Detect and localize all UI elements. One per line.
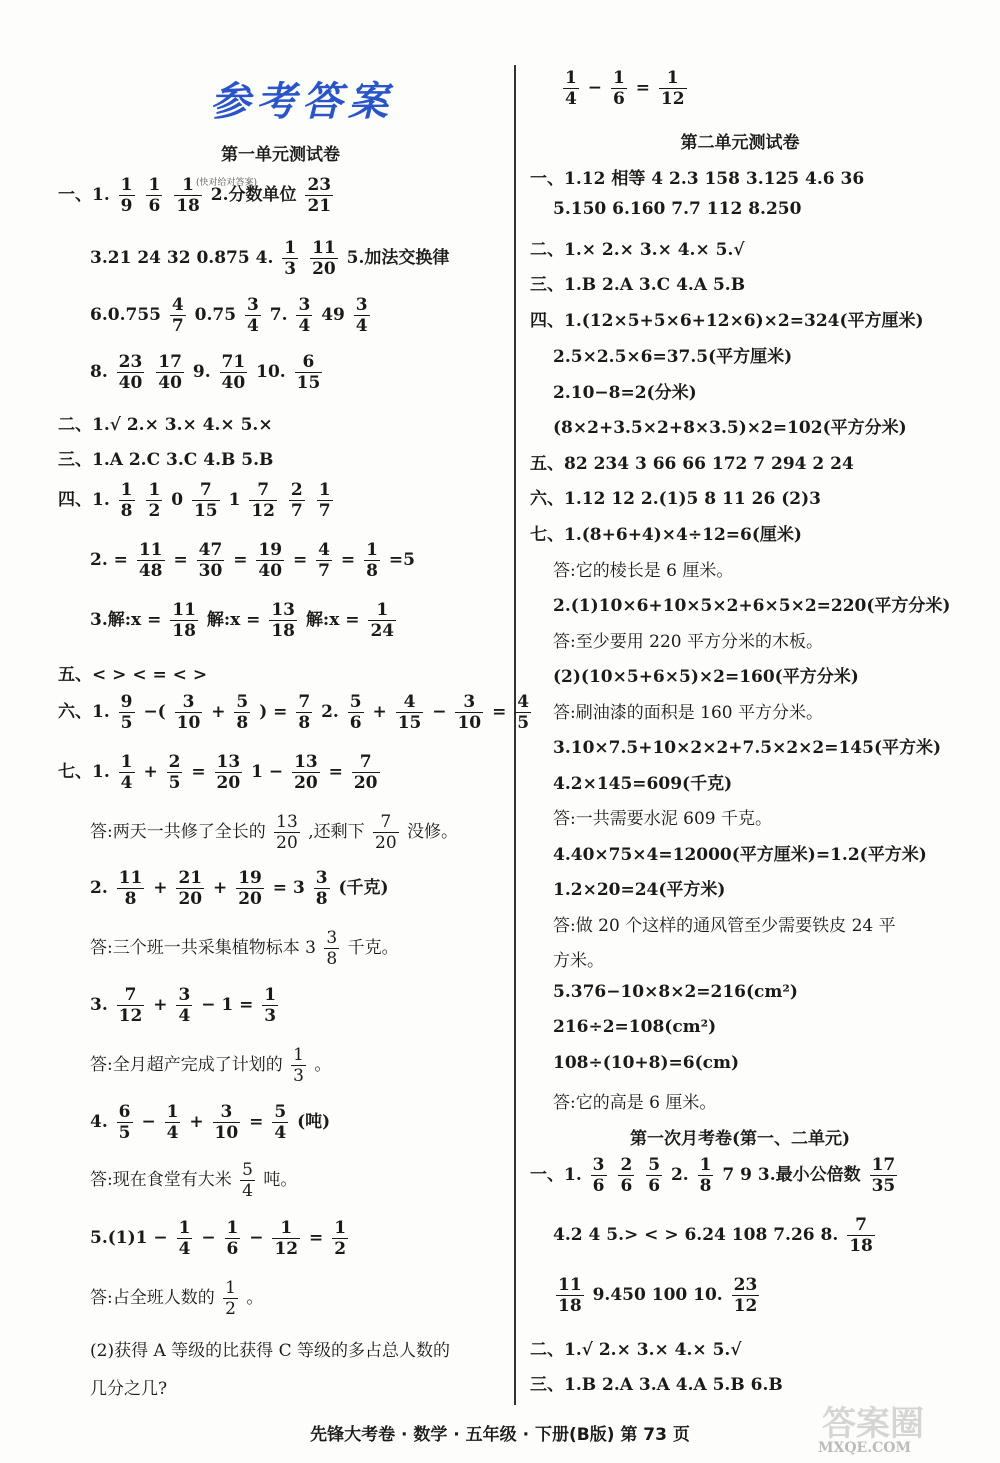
answer-line: 5.376−10×8×2=216(cm²) xyxy=(553,982,798,1002)
answer-line: 一、1. $\frac{3}{6}$ $\frac{2}{6}$ $\frac{5}{6}$ 2. $\frac{1}{8}$ 7 9 3.最小公倍数 $\frac{17}{35}$ xyxy=(530,1155,896,1196)
answer-line: 答:一共需要水泥 609 千克。 xyxy=(553,809,772,829)
answer-line: 答:占全班人数的 $\frac{1}{2}$ 。 xyxy=(90,1278,264,1319)
answer-line: 4. $\frac{6}{5}$ − $\frac{1}{4}$ + $\frac{3}{10}$ = $\frac{5}{4}$ (吨) xyxy=(90,1102,331,1143)
answer-line: 三、1.A 2.C 3.C 4.B 5.B xyxy=(58,450,274,470)
answer-line: 四、1. $\frac{1}{8}$ $\frac{1}{2}$ 0 $\frac{7}{15}$ 1 $\frac{7}{12}$ $\frac{2}{7}$ $\frac{1}{7}$ xyxy=(58,480,331,521)
answer-line: (8×2+3.5×2+8×3.5)×2=102(平方分米) xyxy=(553,418,907,438)
answer-line: 2.10−8=2(分米) xyxy=(553,383,697,403)
answer-line: 3.10×7.5+10×2×2+7.5×2×2=145(平方米) xyxy=(553,738,942,758)
page-footer: 先锋大考卷 · 数学 · 五年级 · 下册(B版) 第 73 页 xyxy=(310,1425,690,1445)
answer-line: 5.150 6.160 7.7 112 8.250 xyxy=(553,199,802,219)
answer-line: 答:刷油漆的面积是 160 平方分米。 xyxy=(553,703,823,723)
answer-line: 答:它的高是 6 厘米。 xyxy=(553,1093,717,1113)
answer-line: 1.2×20=24(平方米) xyxy=(553,880,726,900)
answer-line: 2.(1)10×6+10×5×2+6×5×2=220(平方分米) xyxy=(553,596,951,616)
answer-line: 6.0.755 $\frac{4}{7}$ 0.75 $\frac{3}{4}$ 7. $\frac{3}{4}$ 49 $\frac{3}{4}$ xyxy=(90,295,368,336)
section-title-unit1: 第一单元测试卷 xyxy=(221,145,340,165)
answer-line: 七、1.(8+6+4)×4÷12=6(厘米) xyxy=(530,525,802,545)
section-title-monthly-exam: 第一次月考卷(第一、二单元) xyxy=(629,1129,851,1149)
answer-line: 六、1. $\frac{9}{5}$ −( $\frac{3}{10}$ + $\frac{5}{8}$ ) = $\frac{7}{8}$ 2. $\frac{5}{6}$ + $\frac{4}{15}$ − $\frac{3}{10}$ = $\frac{4}{5}$ xyxy=(58,692,530,733)
watermark-logo: 答案圈 xyxy=(822,1404,924,1444)
answer-line: 8. $\frac{23}{40}$ $\frac{17}{40}$ 9. $\frac{71}{40}$ 10. $\frac{6}{15}$ xyxy=(90,352,321,393)
answer-line: 3.21 24 32 0.875 4. $\frac{1}{3}$ $\frac{11}{20}$ 5.加法交换律 xyxy=(90,238,450,279)
answer-line: 三、1.B 2.A 3.A 4.A 5.B 6.B xyxy=(530,1375,783,1395)
answer-line: 一、1.12 相等 4 2.3 158 3.125 4.6 36 xyxy=(530,169,865,189)
answer-line: 五、82 234 3 66 66 172 7 294 2 24 xyxy=(530,454,854,474)
answer-line: 答:现在食堂有大米 $\frac{5}{4}$ 吨。 xyxy=(90,1160,298,1201)
answer-line: 答:全月超产完成了计划的 $\frac{1}{3}$ 。 xyxy=(90,1045,332,1086)
column-divider xyxy=(514,65,516,1405)
answer-line: 3. $\frac{7}{12}$ + $\frac{3}{4}$ − 1 = $\frac{1}{3}$ xyxy=(90,985,277,1026)
answer-line: (2)获得 A 等级的比获得 C 等级的多占总人数的 xyxy=(90,1341,450,1361)
answer-line: 216÷2=108(cm²) xyxy=(553,1017,717,1037)
answer-line: 二、1.× 2.× 3.× 4.× 5.√ xyxy=(530,240,745,260)
answer-line: 二、1.√ 2.× 3.× 4.× 5.× xyxy=(58,415,273,435)
page-title: 参考答案 xyxy=(210,79,394,125)
answer-line: 2. $\frac{11}{8}$ + $\frac{21}{20}$ + $\frac{19}{20}$ = 3 $\frac{3}{8}$ (千克) xyxy=(90,868,389,909)
answer-line: 5.(1)1 − $\frac{1}{4}$ − $\frac{1}{6}$ − $\frac{1}{12}$ = $\frac{1}{2}$ xyxy=(90,1218,347,1259)
answer-line: 3.解:x = $\frac{11}{18}$ 解:x = $\frac{13}{18}$ 解:x = $\frac{1}{24}$ xyxy=(90,600,395,641)
answer-line: 答:三个班一共采集植物标本 3 $\frac{3}{8}$ 千克。 xyxy=(90,928,399,969)
answer-line: 二、1.√ 2.× 3.× 4.× 5.√ xyxy=(530,1340,742,1360)
answer-line: 4.2×145=609(千克) xyxy=(553,774,733,794)
answer-line: 四、1.(12×5+5×6+12×6)×2=324(平方厘米) xyxy=(530,311,924,331)
answer-line: 三、1.B 2.A 3.C 4.A 5.B xyxy=(530,275,746,295)
answer-line: (2)(10×5+6×5)×2=160(平方分米) xyxy=(553,667,859,687)
answer-line: 2. = $\frac{11}{48}$ = $\frac{47}{30}$ = $\frac{19}{40}$ = $\frac{4}{7}$ = $\frac{1}{8}$ =5 xyxy=(90,540,415,581)
answer-line: 答:它的棱长是 6 厘米。 xyxy=(553,561,734,581)
answer-line: 108÷(10+8)=6(cm) xyxy=(553,1053,740,1073)
answer-line: $\frac{1}{4}$ − $\frac{1}{6}$ = $\frac{1}{12}$ xyxy=(565,68,685,109)
answer-line: 4.2 4 5.> < > 6.24 108 7.26 8. $\frac{7}{18}$ xyxy=(553,1215,873,1256)
section-title-unit2: 第二单元测试卷 xyxy=(680,133,800,153)
answer-line: 七、1. $\frac{1}{4}$ + $\frac{2}{5}$ = $\frac{13}{20}$ 1 − $\frac{13}{20}$ = $\frac{7}{20}$ xyxy=(58,752,378,793)
answer-line: 答:两天一共修了全长的 $\frac{13}{20}$ ,还剩下 $\frac{7}{20}$ 没修。 xyxy=(90,812,459,853)
answer-line: 答:至少要用 220 平方分米的木板。 xyxy=(553,632,823,652)
answer-line: 答:做 20 个这样的通风管至少需要铁皮 24 平 xyxy=(553,916,896,936)
watermark-url: MXQE.COM xyxy=(818,1440,911,1456)
answer-line: 几分之几? xyxy=(90,1379,168,1399)
answer-line: 2.5×2.5×6=37.5(平方厘米) xyxy=(553,347,793,367)
answer-line: 五、< > < = < > xyxy=(58,665,208,685)
answer-line: 方米。 xyxy=(553,951,604,971)
answer-line: 4.40×75×4=12000(平方厘米)=1.2(平方米) xyxy=(553,845,927,865)
answer-line: $\frac{11}{18}$ 9.450 100 10. $\frac{23}{12}$ xyxy=(558,1275,758,1316)
stamp-text: (快对给对答案) xyxy=(196,178,258,188)
answer-line: 六、1.12 12 2.(1)5 8 11 26 (2)3 xyxy=(530,489,821,509)
answer-line: 一、1. $\frac{1}{9}$ $\frac{1}{6}$ $\frac{1}{18}$ 2.分数单位 $\frac{23}{21}$ xyxy=(58,175,332,216)
